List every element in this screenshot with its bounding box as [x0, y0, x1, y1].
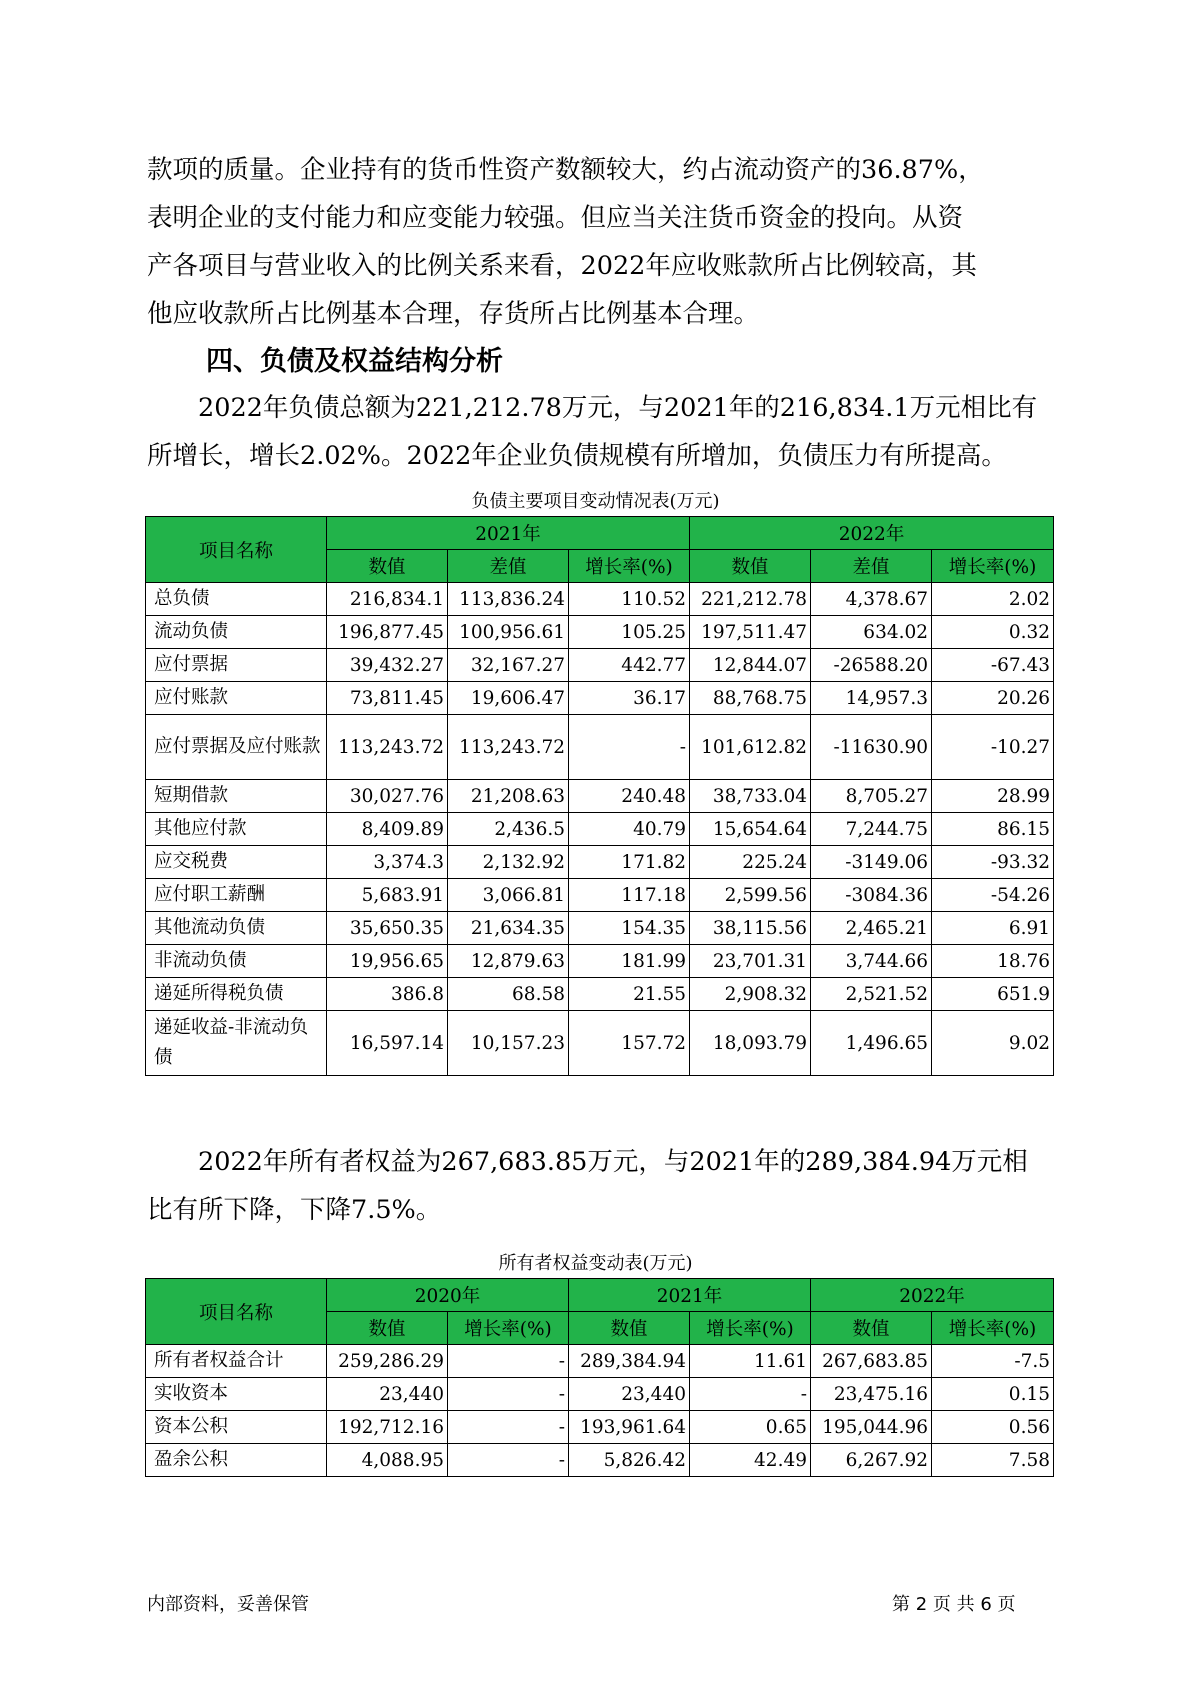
row-label: 应付账款 [146, 682, 327, 715]
table-row [146, 1011, 1054, 1076]
row-label: 递延所得税负债 [146, 978, 327, 1011]
column-header-year: 2021年 [569, 1279, 811, 1312]
table-cell: 110.52 [569, 583, 690, 616]
table-row [146, 1444, 1054, 1477]
table-cell: 18,093.79 [690, 1011, 811, 1076]
table-cell: 2,908.32 [690, 978, 811, 1011]
table-cell: - [569, 715, 690, 780]
table-cell: 21,634.35 [448, 912, 569, 945]
table-cell: 259,286.29 [327, 1345, 448, 1378]
table-cell: 3,374.3 [327, 846, 448, 879]
row-label: 应付票据及应付账款 [146, 715, 327, 780]
table-cell: 19,956.65 [327, 945, 448, 978]
table-cell: 105.25 [569, 616, 690, 649]
table-cell: 16,597.14 [327, 1011, 448, 1076]
intro-line-2: 表明企业的支付能力和应变能力较强。但应当关注货币资金的投向。从资 [147, 203, 964, 233]
table-cell: 193,961.64 [569, 1411, 690, 1444]
footer-page-number: 第 2 页 共 6 页 [892, 1594, 1016, 1615]
table-row [146, 616, 1054, 649]
table-cell: - [690, 1378, 811, 1411]
table-cell: -67.43 [932, 649, 1054, 682]
table-row [146, 780, 1054, 813]
column-header-year: 2020年 [327, 1279, 569, 1312]
table-cell: 442.77 [569, 649, 690, 682]
row-label: 其他流动负债 [146, 912, 327, 945]
row-label: 盈余公积 [146, 1444, 327, 1477]
table-cell: 40.79 [569, 813, 690, 846]
table-row [146, 978, 1054, 1011]
table-row [146, 583, 1054, 616]
liability-table [145, 516, 1054, 1076]
intro-line-4: 他应收款所占比例基本合理，存货所占比例基本合理。 [147, 299, 760, 329]
column-header-item: 项目名称 [146, 517, 327, 583]
table-cell: 86.15 [932, 813, 1054, 846]
table-cell: 38,115.56 [690, 912, 811, 945]
table-cell: 28.99 [932, 780, 1054, 813]
table-cell: 7.58 [932, 1444, 1054, 1477]
row-label: 应交税费 [146, 846, 327, 879]
table-row [146, 912, 1054, 945]
equity-table [145, 1278, 1054, 1477]
table-cell: 101,612.82 [690, 715, 811, 780]
table-cell: 267,683.85 [811, 1345, 932, 1378]
row-label: 实收资本 [146, 1378, 327, 1411]
row-label: 流动负债 [146, 616, 327, 649]
table-cell: 11.61 [690, 1345, 811, 1378]
table-cell: 6,267.92 [811, 1444, 932, 1477]
table-cell: 15,654.64 [690, 813, 811, 846]
column-header-value: 数值 [690, 550, 811, 583]
table-row [146, 682, 1054, 715]
table-cell: 23,440 [569, 1378, 690, 1411]
table-cell: 192,712.16 [327, 1411, 448, 1444]
table-cell: 2.02 [932, 583, 1054, 616]
table-cell: 20.26 [932, 682, 1054, 715]
table-cell: - [448, 1345, 569, 1378]
table-cell: 195,044.96 [811, 1411, 932, 1444]
table-cell: 3,744.66 [811, 945, 932, 978]
table-cell: 7,244.75 [811, 813, 932, 846]
row-label: 非流动负债 [146, 945, 327, 978]
table-cell: 32,167.27 [448, 649, 569, 682]
column-header-difference: 差值 [448, 550, 569, 583]
table-row [146, 715, 1054, 780]
table-cell: 39,432.27 [327, 649, 448, 682]
table-cell: 157.72 [569, 1011, 690, 1076]
table-row [146, 945, 1054, 978]
table-cell: 42.49 [690, 1444, 811, 1477]
table-cell: -7.5 [932, 1345, 1054, 1378]
table-cell: 23,701.31 [690, 945, 811, 978]
table-cell: 225.24 [690, 846, 811, 879]
column-header-growth-rate: 增长率(%) [569, 550, 690, 583]
table-cell: 117.18 [569, 879, 690, 912]
table-cell: 9.02 [932, 1011, 1054, 1076]
row-label: 总负债 [146, 583, 327, 616]
intro-line-1: 款项的质量。企业持有的货币性资产数额较大，约占流动资产的36.87%， [147, 155, 984, 185]
table-cell: 4,088.95 [327, 1444, 448, 1477]
table-cell: - [448, 1378, 569, 1411]
table-cell: -11630.90 [811, 715, 932, 780]
table-cell: 10,157.23 [448, 1011, 569, 1076]
table-cell: 2,465.21 [811, 912, 932, 945]
table-row [146, 1411, 1054, 1444]
intro-line-3: 产各项目与营业收入的比例关系来看，2022年应收账款所占比例较高，其 [147, 251, 977, 281]
table-cell: 12,879.63 [448, 945, 569, 978]
table-cell: 21.55 [569, 978, 690, 1011]
table-row [146, 1378, 1054, 1411]
table-cell: 30,027.76 [327, 780, 448, 813]
table-cell: 0.56 [932, 1411, 1054, 1444]
table-cell: 100,956.61 [448, 616, 569, 649]
table-cell: -3084.36 [811, 879, 932, 912]
table-cell: 181.99 [569, 945, 690, 978]
column-header-value: 数值 [569, 1312, 690, 1345]
table-cell: 68.58 [448, 978, 569, 1011]
row-label: 资本公积 [146, 1411, 327, 1444]
equity-table-caption: 所有者权益变动表(万元) [498, 1253, 693, 1274]
table-cell: 14,957.3 [811, 682, 932, 715]
table-cell: 634.02 [811, 616, 932, 649]
table-cell: 113,243.72 [327, 715, 448, 780]
table-cell: -54.26 [932, 879, 1054, 912]
row-label: 所有者权益合计 [146, 1345, 327, 1378]
table-cell: 2,436.5 [448, 813, 569, 846]
table-cell: 1,496.65 [811, 1011, 932, 1076]
table-cell: 154.35 [569, 912, 690, 945]
table-cell: -3149.06 [811, 846, 932, 879]
table-cell: 171.82 [569, 846, 690, 879]
row-label: 短期借款 [146, 780, 327, 813]
table-row [146, 649, 1054, 682]
table-cell: 36.17 [569, 682, 690, 715]
column-header-year: 2022年 [811, 1279, 1054, 1312]
column-header-growth-rate: 增长率(%) [932, 550, 1054, 583]
table-cell: 197,511.47 [690, 616, 811, 649]
table-row [146, 1345, 1054, 1378]
equity-summary-line-1: 2022年所有者权益为267,683.85万元，与2021年的289,384.94万元相 [198, 1147, 1028, 1177]
column-header-growth-rate: 增长率(%) [690, 1312, 811, 1345]
table-cell: 8,409.89 [327, 813, 448, 846]
column-header-value: 数值 [327, 1312, 448, 1345]
table-cell: 5,826.42 [569, 1444, 690, 1477]
column-header-item: 项目名称 [146, 1279, 327, 1345]
table-cell: 0.32 [932, 616, 1054, 649]
table-cell: 2,521.52 [811, 978, 932, 1011]
table-cell: 73,811.45 [327, 682, 448, 715]
table-cell: 23,475.16 [811, 1378, 932, 1411]
table-cell: 23,440 [327, 1378, 448, 1411]
footer-confidential-note: 内部资料，妥善保管 [147, 1594, 309, 1615]
table-cell: 8,705.27 [811, 780, 932, 813]
liability-summary-line-2: 所增长，增长2.02%。2022年企业负债规模有所增加，负债压力有所提高。 [147, 441, 1007, 471]
table-cell: 113,243.72 [448, 715, 569, 780]
table-cell: 2,599.56 [690, 879, 811, 912]
table-row [146, 813, 1054, 846]
table-cell: 221,212.78 [690, 583, 811, 616]
table-cell: 4,378.67 [811, 583, 932, 616]
table-cell: 0.65 [690, 1411, 811, 1444]
table-cell: 18.76 [932, 945, 1054, 978]
row-label: 应付票据 [146, 649, 327, 682]
row-label: 递延收益-非流动负债 [146, 1011, 327, 1076]
row-label: 其他应付款 [146, 813, 327, 846]
table-cell: -93.32 [932, 846, 1054, 879]
column-header-value: 数值 [327, 550, 448, 583]
liability-summary-line-1: 2022年负债总额为221,212.78万元，与2021年的216,834.1万元相比有 [198, 393, 1038, 423]
table-cell: - [448, 1444, 569, 1477]
table-header-row [146, 517, 1054, 550]
table-cell: 289,384.94 [569, 1345, 690, 1378]
table-cell: 6.91 [932, 912, 1054, 945]
table-cell: -26588.20 [811, 649, 932, 682]
column-header-year: 2022年 [690, 517, 1054, 550]
table-cell: 196,877.45 [327, 616, 448, 649]
liability-table-caption: 负债主要项目变动情况表(万元) [471, 491, 720, 512]
table-cell: 12,844.07 [690, 649, 811, 682]
column-header-growth-rate: 增长率(%) [932, 1312, 1054, 1345]
table-header-row [146, 1279, 1054, 1312]
column-header-value: 数值 [811, 1312, 932, 1345]
table-cell: 113,836.24 [448, 583, 569, 616]
table-row [146, 846, 1054, 879]
table-cell: 0.15 [932, 1378, 1054, 1411]
table-cell: -10.27 [932, 715, 1054, 780]
table-cell: 38,733.04 [690, 780, 811, 813]
table-row [146, 879, 1054, 912]
table-cell: 386.8 [327, 978, 448, 1011]
table-cell: 651.9 [932, 978, 1054, 1011]
table-cell: 216,834.1 [327, 583, 448, 616]
table-cell: 19,606.47 [448, 682, 569, 715]
equity-summary-line-2: 比有所下降，下降7.5%。 [147, 1195, 442, 1225]
table-cell: 5,683.91 [327, 879, 448, 912]
column-header-year: 2021年 [327, 517, 690, 550]
row-label: 应付职工薪酬 [146, 879, 327, 912]
column-header-difference: 差值 [811, 550, 932, 583]
table-cell: 35,650.35 [327, 912, 448, 945]
table-cell: 240.48 [569, 780, 690, 813]
table-cell: - [448, 1411, 569, 1444]
table-cell: 3,066.81 [448, 879, 569, 912]
column-header-growth-rate: 增长率(%) [448, 1312, 569, 1345]
table-cell: 21,208.63 [448, 780, 569, 813]
section-heading: 四、负债及权益结构分析 [206, 346, 503, 377]
table-cell: 88,768.75 [690, 682, 811, 715]
table-cell: 2,132.92 [448, 846, 569, 879]
